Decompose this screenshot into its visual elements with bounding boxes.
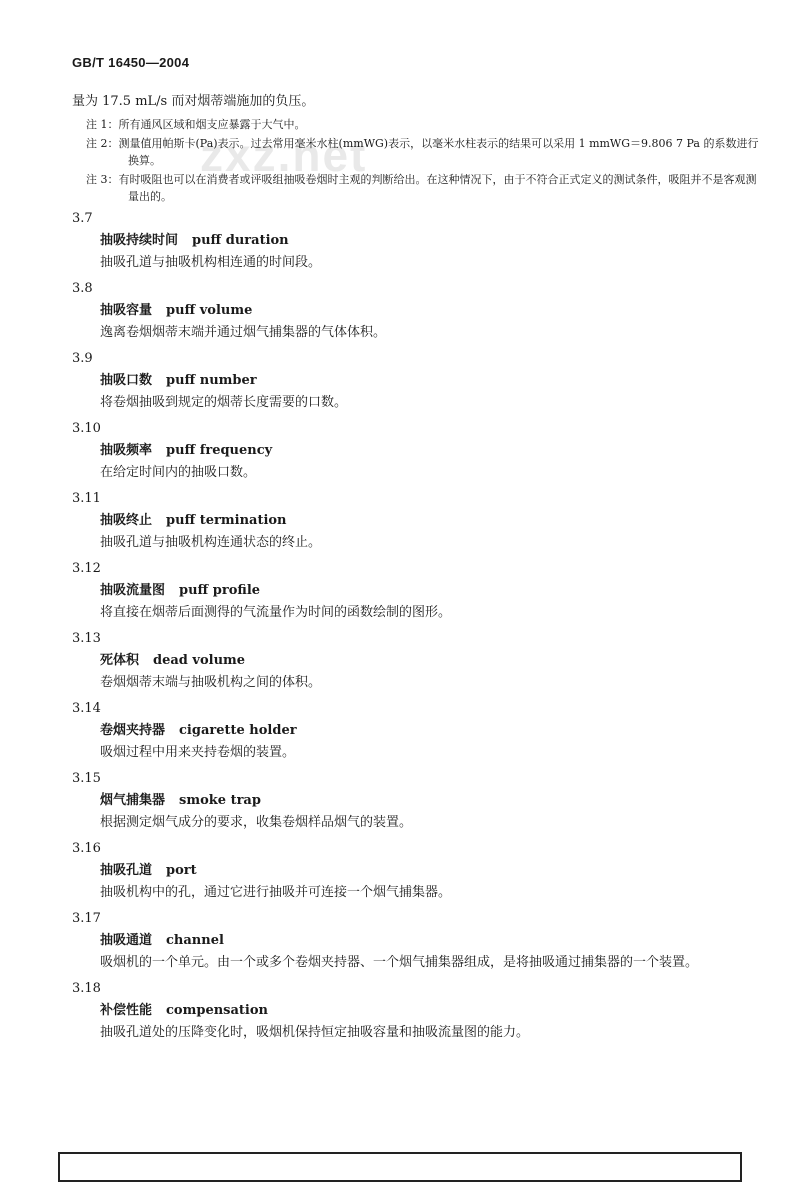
term-number: 3.10 [72, 421, 101, 436]
term-definition: 将卷烟抽吸到规定的烟蒂长度需要的口数。 [100, 395, 348, 410]
term-3-14 [72, 699, 762, 763]
term-heading [100, 301, 762, 320]
term-3-10 [72, 419, 762, 483]
term-chinese: 抽吸频率 [100, 443, 153, 458]
term-definition: 抽吸机构中的孔，通过它进行抽吸并可连接一个烟气捕集器。 [100, 885, 452, 900]
term-heading [100, 511, 762, 530]
term-number: 3.16 [72, 841, 101, 856]
term-definition: 抽吸孔道与抽吸机构相连通的时间段。 [100, 255, 322, 270]
term-english: smoke trap [179, 793, 261, 808]
term-chinese: 补偿性能 [100, 1003, 153, 1018]
term-number: 3.12 [72, 561, 101, 576]
term-heading [100, 231, 762, 250]
term-3-15 [72, 769, 762, 833]
term-chinese: 抽吸孔道 [100, 863, 153, 878]
watermark: zxz.net [200, 129, 368, 181]
term-chinese: 抽吸流量图 [100, 583, 166, 598]
term-chinese: 抽吸口数 [100, 373, 153, 388]
term-english: puff duration [192, 233, 289, 248]
term-heading [100, 651, 762, 670]
term-definition: 逸离卷烟烟蒂末端并通过烟气捕集器的气体体积。 [100, 325, 387, 340]
term-3-9 [72, 349, 762, 413]
term-english: puff number [166, 373, 257, 388]
term-3-18 [72, 979, 762, 1043]
term-english: cigarette holder [179, 723, 297, 738]
term-3-13 [72, 629, 762, 693]
document-body [72, 92, 762, 1049]
term-number: 3.14 [72, 701, 101, 716]
term-definition: 卷烟烟蒂末端与抽吸机构之间的体积。 [100, 675, 322, 690]
term-english: dead volume [153, 653, 246, 668]
term-heading [100, 441, 762, 460]
term-heading [100, 581, 762, 600]
term-heading [100, 371, 762, 390]
note-3: 注 3：有时吸阻也可以在消费者或评吸组抽吸卷烟时主观的判断给出。在这种情况下，由于不符合正式定义的测试条件，吸阻并不是客观测量出的。 [86, 173, 757, 203]
term-definition: 将直接在烟蒂后面测得的气流量作为时间的函数绘制的图形。 [100, 605, 452, 620]
term-definition: 抽吸孔道处的压降变化时，吸烟机保持恒定抽吸容量和抽吸流量图的能力。 [100, 1025, 530, 1040]
term-3-12 [72, 559, 762, 623]
term-3-8 [72, 279, 762, 343]
footer-frame [58, 1152, 742, 1182]
term-english: compensation [166, 1003, 268, 1018]
term-3-16 [72, 839, 762, 903]
term-definition: 根据测定烟气成分的要求，收集卷烟样品烟气的装置。 [100, 815, 413, 830]
term-english: puff profile [179, 583, 261, 598]
term-english: puff frequency [166, 443, 273, 458]
term-number: 3.11 [72, 491, 101, 506]
term-chinese: 死体积 [100, 653, 140, 668]
term-chinese: 烟气捕集器 [100, 793, 166, 808]
term-3-17 [72, 909, 762, 973]
term-3-11 [72, 489, 762, 553]
term-number: 3.8 [72, 281, 93, 296]
term-number: 3.18 [72, 981, 101, 996]
term-english: puff termination [166, 513, 287, 528]
term-heading [100, 861, 762, 880]
term-chinese: 抽吸容量 [100, 303, 153, 318]
note-2: 注 2：测量值用帕斯卡(Pa)表示。过去常用毫米水柱(mmWG)表示，以毫米水柱表示的结果可以采用 1 mmWG＝9.806 7 Pa 的系数进行换算。 [86, 137, 759, 167]
term-number: 3.7 [72, 211, 93, 226]
term-number: 3.17 [72, 911, 101, 926]
term-heading [100, 791, 762, 810]
term-definition: 抽吸孔道与抽吸机构连通状态的终止。 [100, 535, 322, 550]
term-heading [100, 721, 762, 740]
note-1: 注 1：所有通风区域和烟支应暴露于大气中。 [86, 118, 306, 131]
term-chinese: 卷烟夹持器 [100, 723, 166, 738]
term-definition: 吸烟机的一个单元。由一个或多个卷烟夹持器、一个烟气捕集器组成，是将抽吸通过捕集器的一个装置。 [100, 955, 699, 970]
term-number: 3.13 [72, 631, 101, 646]
term-english: puff volume [166, 303, 253, 318]
term-number: 3.9 [72, 351, 93, 366]
term-english: port [166, 863, 197, 878]
continuation-paragraph: 量为 17.5 mL/s 而对烟蒂端施加的负压。 [72, 94, 315, 109]
term-chinese: 抽吸持续时间 [100, 233, 179, 248]
standard-code-header: GB/T 16450—2004 [72, 55, 190, 70]
term-definition: 在给定时间内的抽吸口数。 [100, 465, 257, 480]
term-english: channel [166, 933, 224, 948]
term-definition: 吸烟过程中用来夹持卷烟的装置。 [100, 745, 296, 760]
term-chinese: 抽吸终止 [100, 513, 153, 528]
term-heading [100, 1001, 762, 1020]
term-chinese: 抽吸通道 [100, 933, 153, 948]
term-heading [100, 931, 762, 950]
term-number: 3.15 [72, 771, 101, 786]
term-3-7 [72, 209, 762, 273]
